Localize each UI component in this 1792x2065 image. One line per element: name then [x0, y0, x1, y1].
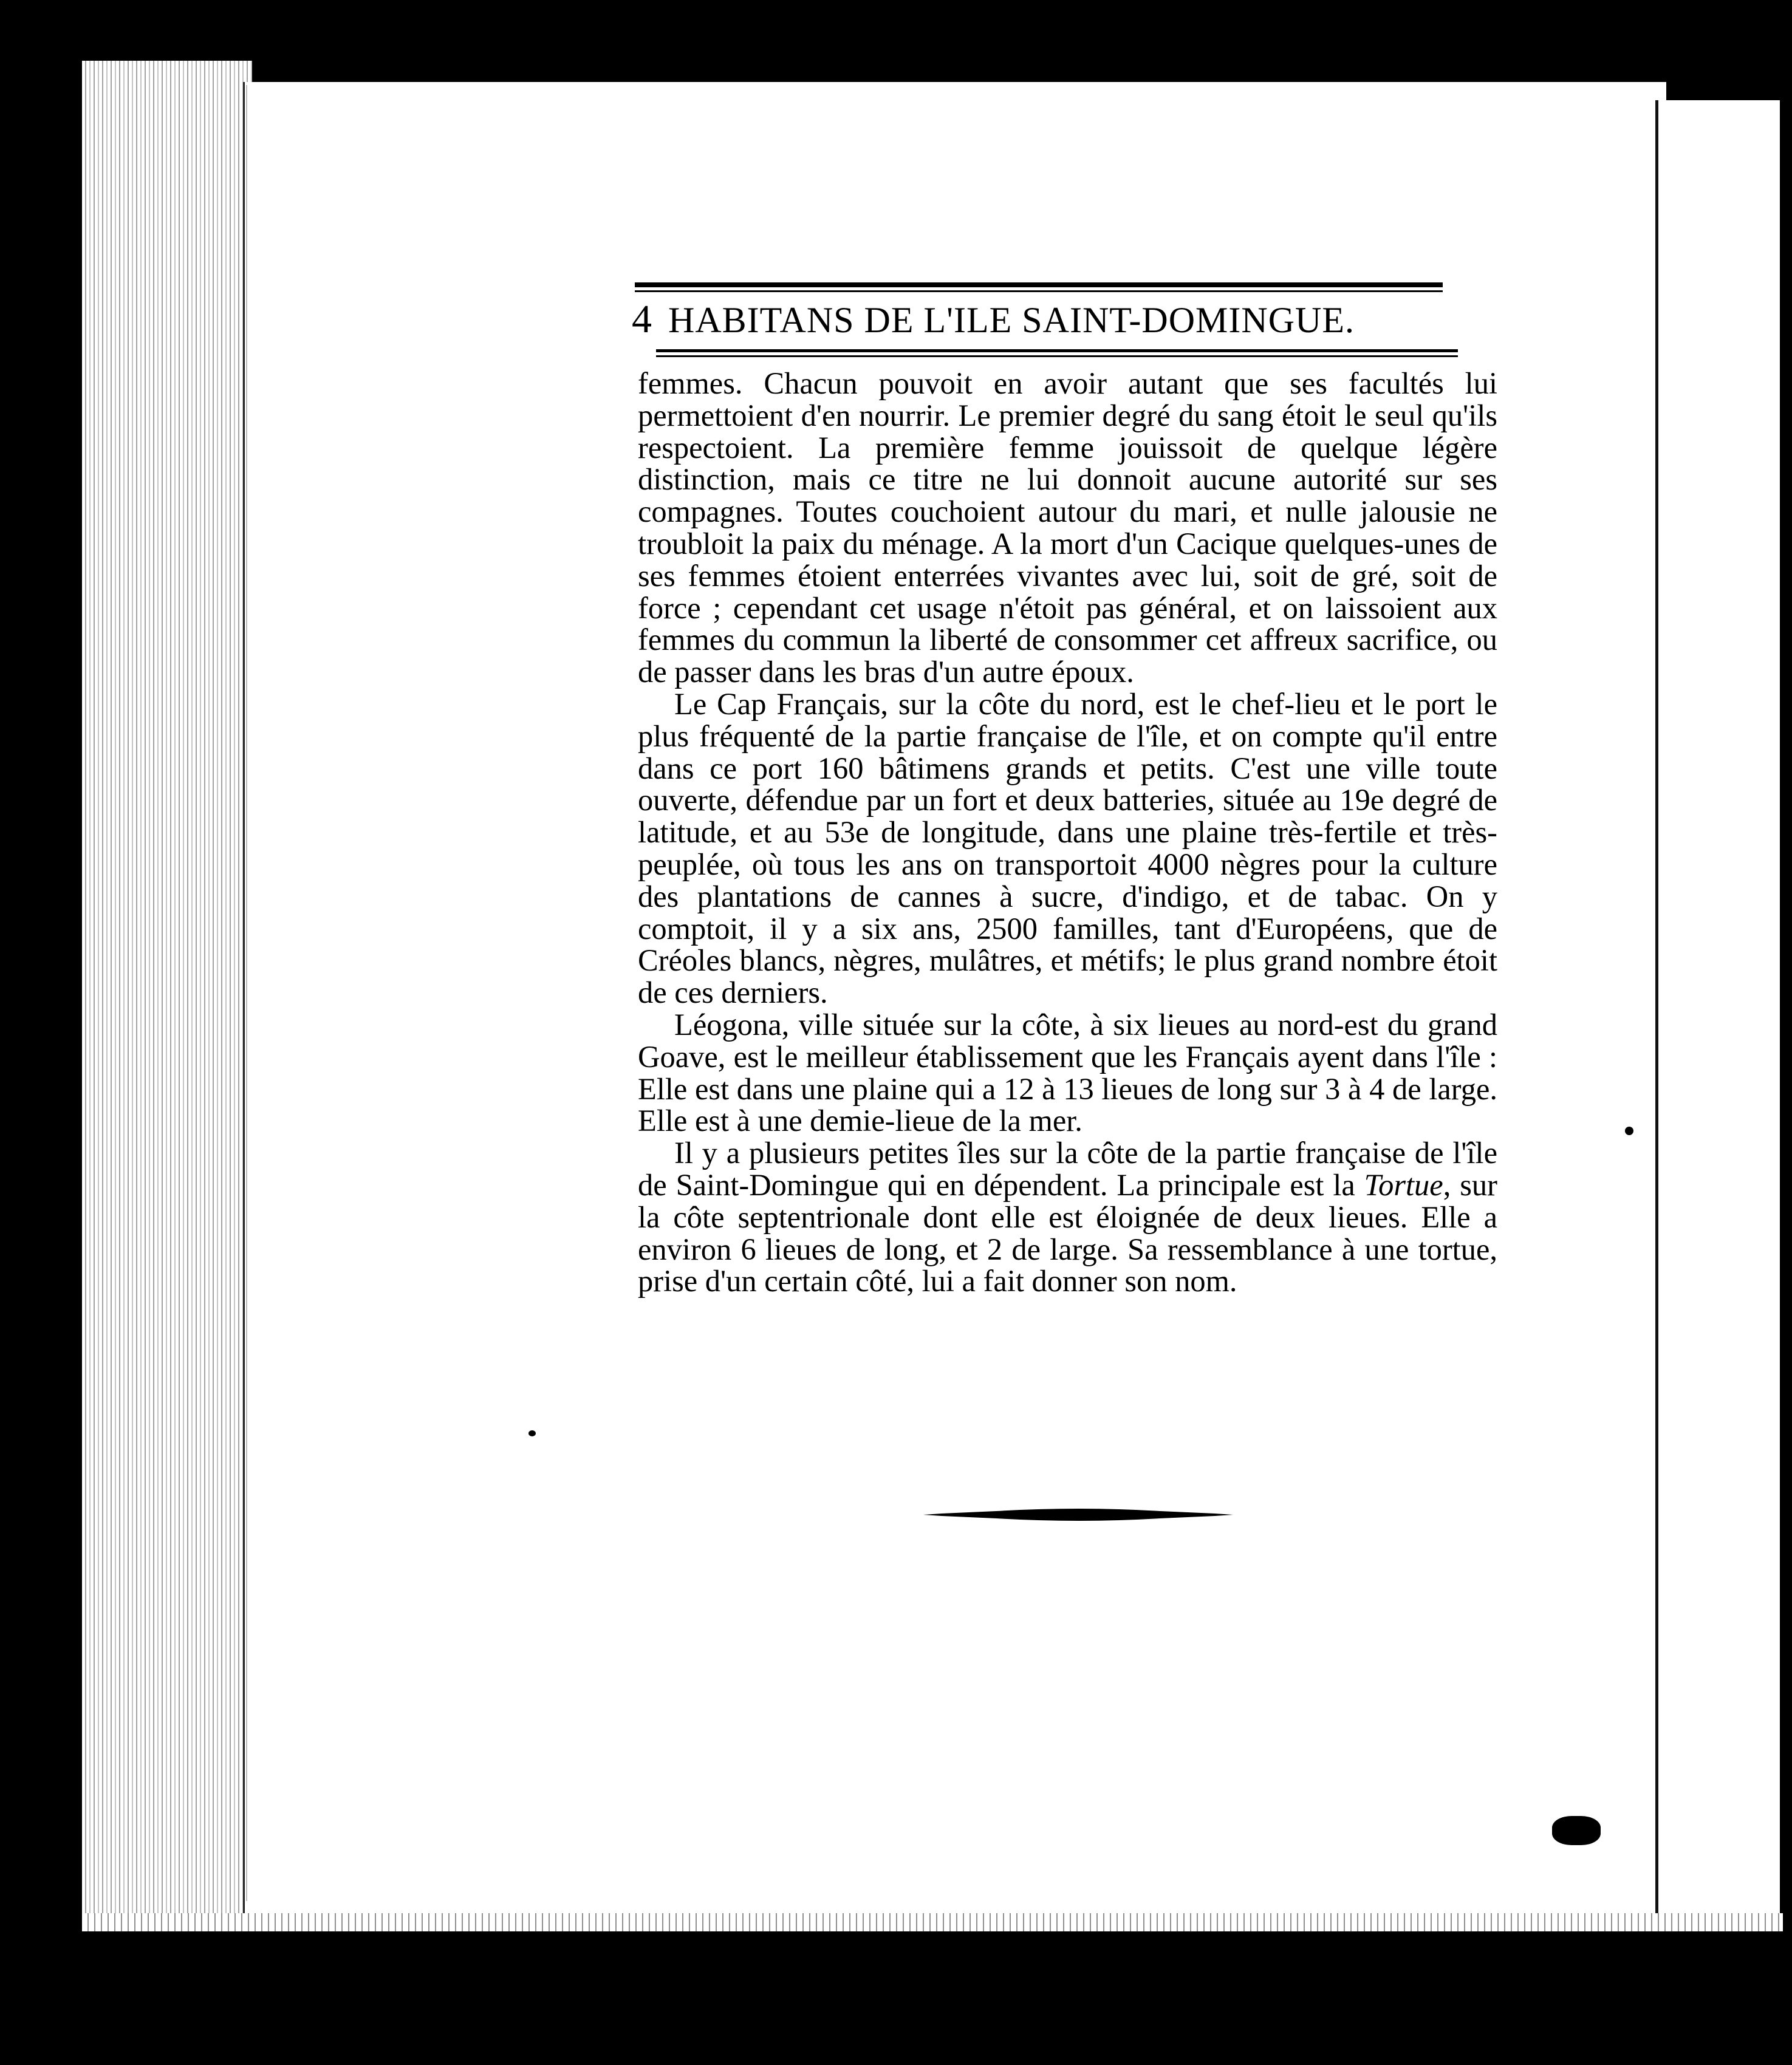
body-text	[638, 367, 1497, 1473]
header-top-rule	[635, 282, 1443, 287]
facing-page-edge	[1655, 100, 1780, 1916]
running-head	[632, 296, 1446, 345]
header-bottom-rule	[656, 349, 1458, 352]
header-bottom-thin-rule	[656, 355, 1458, 357]
paragraph: Le Cap Français, sur la côte du nord, est le chef-lieu et le port le plus fréquenté de la partie française de l'île, et on compte qu'il entre dans ce port 160 bâtimens grands et petits. C'est une ville toute ouverte, défendue par un fort et deux batteries, située au 19e degré de latitude, et au 53e de longitude, dans une plaine très-fertile et très-peuplée, où tous les ans on transportoit 4000 nègres pour la culture des plantations de cannes à sucre, d'indigo, et de tabac. On y comptoit, il y a six ans, 2500 familles, tant d'Européens, que de Créoles blancs, nègres, mulâtres, et métifs; le plus grand nombre étoit de ces derniers.	[638, 686, 1497, 1010]
header-top-thin-rule	[635, 290, 1443, 292]
ink-speck	[528, 1430, 536, 1436]
book-page-edges	[82, 61, 252, 1928]
paragraph: femmes. Chacun pouvoit en avoir autant que ses facultés lui permettoient d'en nourrir. Le premier degré du sang étoit le seul qu'ils respectoient. La première femme jouissoit de quelque légère distinction, mais ce titre ne lui donnoit aucune autorité sur ses compagnes. Toutes couchoient autour du mari, et nulle jalousie ne troubloit la paix du ménage. A la mort d'un Cacique quelques-unes de ses femmes étoient enterrées vivantes avec lui, soit de gré, soit de force ; cependant cet usage n'étoit pas général, et on laissoient aux femmes du commun la liberté de consommer cet affreux sacrifice, ou de passer dans les bras d'un autre époux.	[638, 366, 1497, 689]
paragraph-text: Il y a plusieurs petites îles sur la côte de la partie française de l'île de Saint-Domingue qui en dépendent. La principale est la	[638, 1136, 1497, 1202]
page-number: 4	[632, 297, 652, 341]
ink-speck	[1625, 1127, 1633, 1135]
ink-speck	[1552, 1816, 1601, 1845]
paragraph-text: , sur la côte septentrionale dont elle est éloignée de deux lieues. Elle a environ 6 lieues de long, et 2 de large. Sa ressemblance à une tortue, prise d'un certain côté, lui a fait donner son nom.	[638, 1167, 1497, 1299]
paragraph	[638, 1137, 1497, 1297]
paragraph: Léogona, ville située sur la côte, à six lieues au nord-est du grand Goave, est le meilleur établissement que les Français ayent dans l'île : Elle est dans une plaine qui a 12 à 13 lieues de long sur 3 à 4 de large. Elle est à une demie-lieue de la mer.	[638, 1007, 1497, 1138]
page-gutter	[246, 85, 247, 1901]
end-ornament-rule	[923, 1506, 1233, 1523]
italic-island-name: Tortue	[1364, 1167, 1443, 1202]
running-title: HABITANS DE L'ILE SAINT-DOMINGUE.	[668, 300, 1355, 340]
book-bottom-edge	[82, 1913, 1783, 1931]
